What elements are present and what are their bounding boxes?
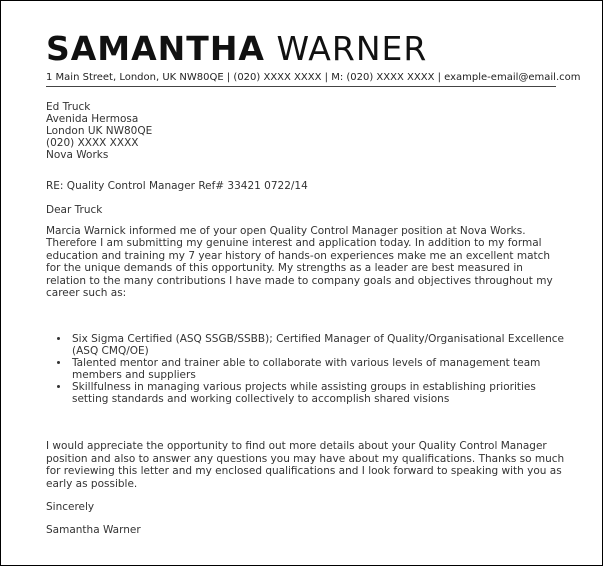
sender-first-name: SAMANTHA — [46, 29, 265, 68]
body-paragraph-2: I would appreciate the opportunity to find out more details about your Quality Control Manager position and also to answer any questions you may have about my qualifications. Thanks so much for reviewing this letter and my enclosed qualifications and I look forward to speaking with you as early as possible. — [46, 440, 565, 490]
recipient-name: Ed Truck — [46, 101, 91, 113]
list-item: • Talented mentor and trainer able to collaborate with various levels of management team members and suppliers — [70, 357, 566, 381]
recipient-street: Avenida Hermosa — [46, 113, 139, 125]
recipient-phone: (020) XXXX XXXX — [46, 137, 139, 149]
recipient-company: Nova Works — [46, 149, 109, 161]
sender-last-name: WARNER — [276, 29, 428, 68]
body-paragraph-1: Marcia Warnick informed me of your open Quality Control Manager position at Nova Works. Therefore I am submitting my genuine interest and application today. In addition to my formal education and training my 7 year history of hands-on experiences make me an excellent match for the unique demands of this opportunity. My strengths as a leader are best measured in relation to the many contributions I have made to company goals and objectives throughout my career such as: — [46, 225, 553, 300]
sender-name-heading — [46, 29, 571, 69]
recipient-city: London UK NW80QE — [46, 125, 153, 137]
salutation: Dear Truck — [46, 204, 103, 216]
subject-line: RE: Quality Control Manager Ref# 33421 0722/14 — [46, 180, 308, 192]
list-item: • Skillfulness in managing various projects while assisting groups in establishing priorities setting standards and working collectively to accomplish shared visions — [70, 381, 566, 405]
recipient-address — [46, 101, 571, 161]
sender-contact-line: 1 Main Street, London, UK NW80QE | (020) XXXX XXXX | M: (020) XXXX XXXX | example-email@email.com — [46, 71, 556, 87]
qualifications-list — [46, 333, 566, 405]
letter-content — [46, 29, 581, 537]
closing: Sincerely — [46, 501, 95, 514]
list-item: • Six Sigma Certified (ASQ SSGB/SSBB); Certified Manager of Quality/Organisational Excellence (ASQ CMQ/OE) — [70, 333, 566, 357]
signature-name: Samantha Warner — [46, 524, 141, 537]
